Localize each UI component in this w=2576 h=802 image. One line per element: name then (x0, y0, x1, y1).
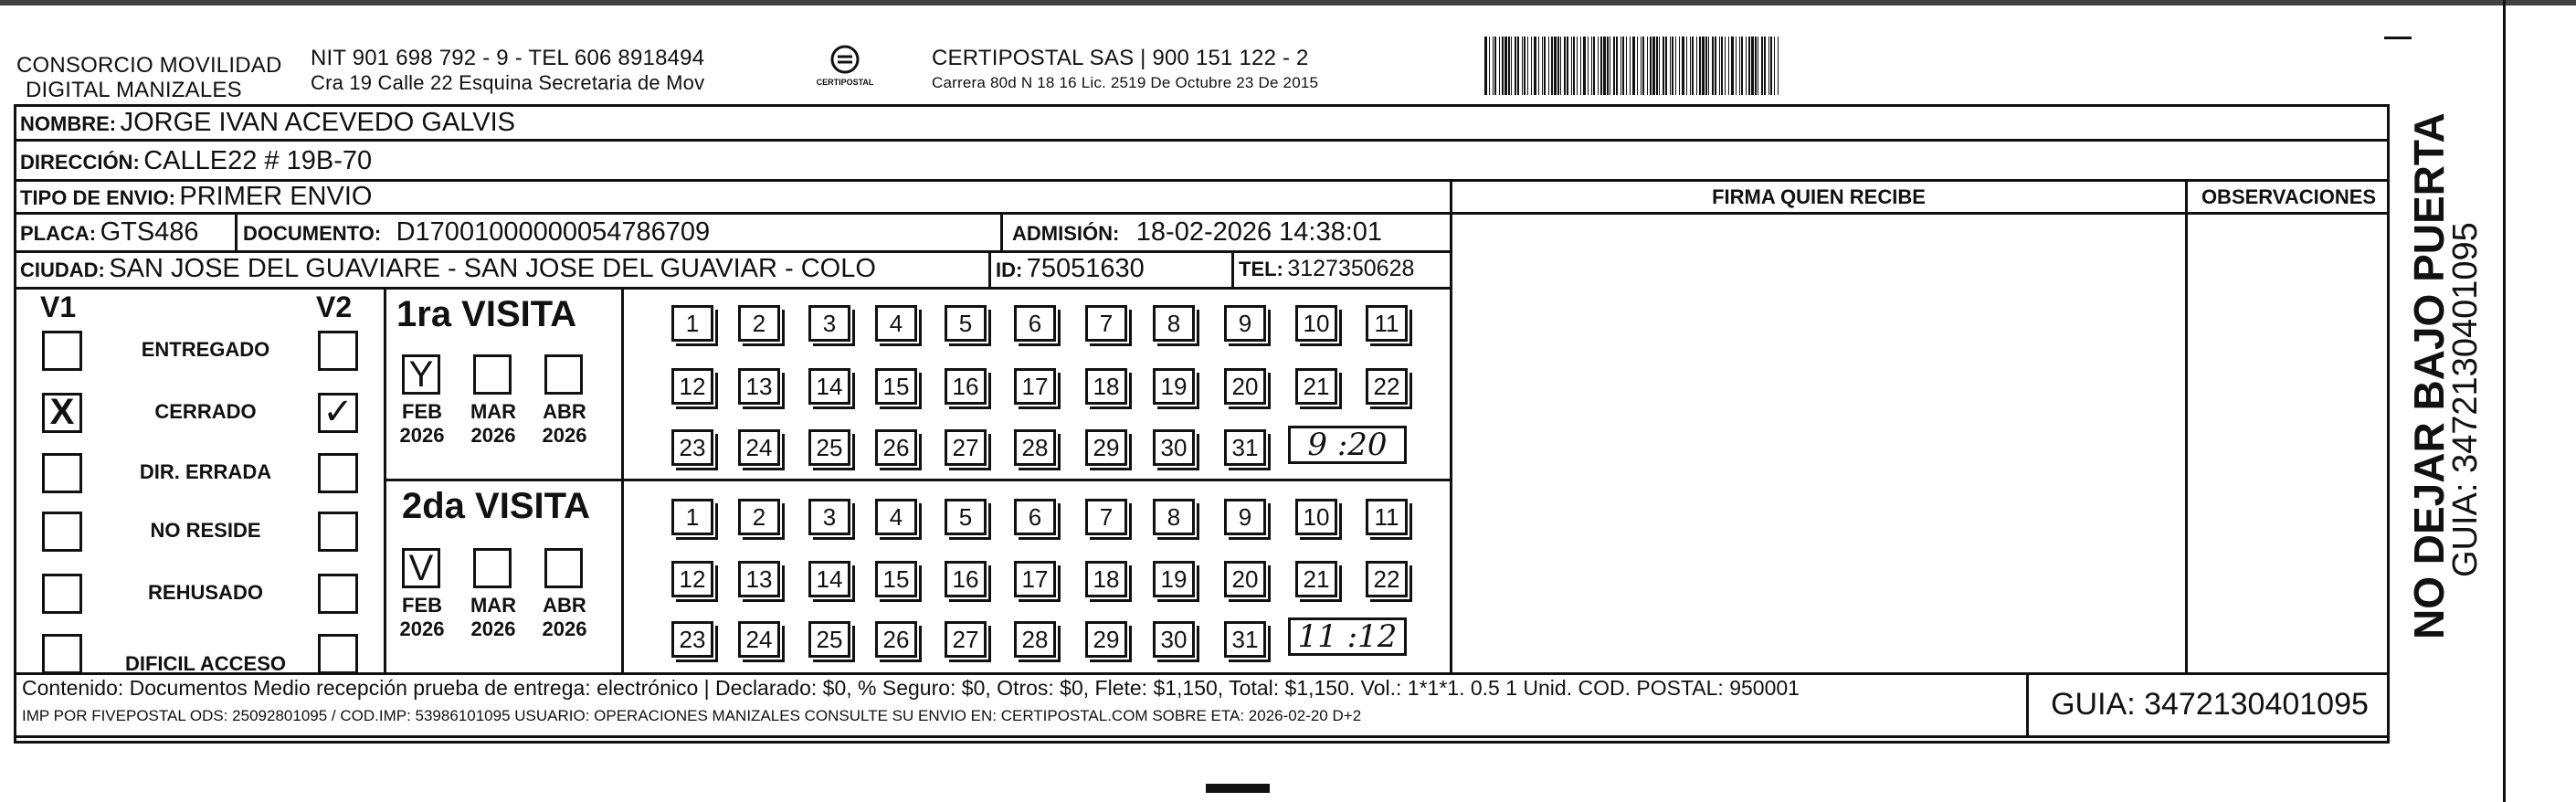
status-label: REHUSADO (148, 581, 263, 604)
tipo-value: PRIMER ENVIO (179, 182, 373, 211)
v1-checkbox[interactable] (42, 574, 82, 614)
year-label: 2026 (470, 424, 516, 447)
rule-nombre (14, 139, 2390, 142)
tipo-label: TIPO DE ENVIO: (20, 186, 175, 209)
second-visit-time[interactable]: 11 :12 (1288, 617, 1407, 656)
placa-label: PLACA: (20, 222, 97, 245)
first-visit-day-cell[interactable]: 4 (875, 305, 917, 342)
v2-checkbox[interactable]: ✓ (318, 393, 358, 433)
second-visit-day-cell[interactable]: 17 (1014, 561, 1056, 597)
documento-row (243, 217, 710, 248)
first-visit-day-cell[interactable]: 12 (671, 368, 713, 405)
second-visit-day-cell[interactable]: 29 (1085, 621, 1127, 658)
rule-obs-left (2185, 179, 2188, 672)
status-label: DIR. ERRADA (139, 460, 272, 483)
v1-header: V1 (40, 290, 77, 323)
v1-checkbox[interactable] (42, 634, 82, 674)
second-visit-day-cell[interactable]: 9 (1224, 499, 1266, 535)
nit-line: NIT 901 698 792 - 9 - TEL 606 8918494 (311, 46, 705, 70)
rule-firma-header (1450, 212, 2390, 215)
second-visit-day-cell[interactable]: 14 (808, 561, 850, 597)
v1-checkbox[interactable] (42, 453, 82, 493)
scan-edge (0, 0, 2576, 5)
year-label: 2026 (542, 424, 587, 447)
second-visit-day-cell[interactable]: 20 (1224, 561, 1266, 597)
status-label: ENTREGADO (141, 338, 270, 361)
first-visit-day-cell[interactable]: 17 (1014, 368, 1056, 405)
second-visit-day-cell[interactable]: 18 (1085, 561, 1127, 597)
scan-edge-right (2503, 0, 2506, 802)
status-label: NO RESIDE (150, 519, 261, 542)
first-visit-day-cell[interactable]: 24 (738, 429, 780, 466)
address-line: Cra 19 Calle 22 Esquina Secretaria de Mov (311, 71, 705, 94)
courier-info (932, 46, 1318, 95)
second-visit-day-cell[interactable]: 1 (671, 499, 713, 535)
v2-checkbox[interactable] (318, 634, 358, 674)
second-visit-day-cell[interactable]: 3 (808, 499, 850, 535)
second-visit-day-cell[interactable]: 19 (1153, 561, 1195, 597)
month-checkbox[interactable] (473, 354, 512, 395)
month-checkbox[interactable] (473, 548, 512, 588)
first-visit-day-cell[interactable]: 20 (1224, 368, 1266, 405)
side-guia: GUIA: 3472130401095 (2446, 222, 2485, 577)
year-label: 2026 (399, 424, 445, 447)
scan-speck (1206, 784, 1270, 793)
rule-footer (14, 672, 2390, 675)
rule-id-tel (1231, 250, 1234, 287)
footer-guia: GUIA: 3472130401095 (2051, 687, 2369, 722)
first-visit-day-cell[interactable]: 2 (738, 305, 780, 342)
rule-footer-guia (2026, 672, 2029, 738)
tipo-row (20, 182, 372, 212)
second-visit-day-cell[interactable]: 26 (875, 621, 917, 658)
second-visit-day-cell[interactable]: 8 (1153, 499, 1195, 535)
footer-imp: IMP POR FIVEPOSTAL ODS: 25092801095 / COD.IMP: 53986101095 USUARIO: OPERACIONES MANIZALES CONSULTE SU ENVIO EN: CERTIPOSTAL.COM SOBRE ETA: 2026-02-20 D+2 (22, 707, 1362, 724)
first-visit-day-cell[interactable]: 31 (1224, 429, 1266, 466)
second-visit-label: 2da VISITA (402, 486, 590, 526)
second-visit-day-cell[interactable]: 27 (945, 621, 987, 658)
id-label: ID: (996, 259, 1023, 281)
direccion-row (20, 146, 372, 176)
ciudad-row (20, 254, 876, 284)
second-visit-day-cell[interactable]: 23 (671, 621, 713, 658)
second-visit-day-cell[interactable]: 12 (671, 561, 713, 597)
placa-row (20, 217, 199, 248)
month-label: MAR (470, 400, 517, 423)
v1-checkbox[interactable] (42, 331, 82, 371)
observaciones-area[interactable] (2190, 217, 2387, 669)
first-visit-day-cell[interactable]: 28 (1014, 429, 1056, 466)
courier-line2: Carrera 80d N 18 16 Lic. 2519 De Octubre 23 De 2015 (932, 74, 1319, 91)
direccion-value: CALLE22 # 19B-70 (143, 146, 373, 175)
v2-header: V2 (316, 290, 353, 323)
first-visit-day-cell[interactable]: 21 (1295, 368, 1337, 405)
second-visit-day-cell[interactable]: 10 (1295, 499, 1337, 535)
id-row (996, 254, 1145, 284)
v1-checkbox[interactable] (42, 512, 82, 552)
rule-ciudad (14, 287, 1450, 290)
company-line2: DIGITAL MANIZALES (26, 78, 242, 102)
first-visit-day-cell[interactable]: 19 (1153, 368, 1195, 405)
first-visit-day-cell[interactable]: 16 (945, 368, 987, 405)
footer-contenido: Contenido: Documentos Medio recepción prueba de entrega: electrónico | Declarado: $0, % Seguro: $0, Otros: $0, Flete: $1,150, Total: $1,150. Vol.: 1*1*1. 0.5 1 Unid. COD. POSTAL: 950001 (22, 676, 1800, 700)
nombre-value: JORGE IVAN ACEVEDO GALVIS (120, 108, 515, 137)
month-checkbox[interactable]: Y (402, 354, 440, 395)
month-label: FEB (402, 594, 442, 617)
second-visit-day-cell[interactable]: 5 (945, 499, 987, 535)
second-visit-day-cell[interactable]: 16 (945, 561, 987, 597)
company-name (16, 53, 282, 102)
status-label: CERRADO (154, 400, 257, 423)
rule-placa (14, 250, 1450, 253)
rule-visit-split (384, 479, 1450, 481)
first-visit-day-cell[interactable]: 30 (1153, 429, 1195, 466)
first-visit-day-cell[interactable]: 11 (1366, 305, 1408, 342)
second-visit-day-cell[interactable]: 4 (875, 499, 917, 535)
scan-speck (2384, 37, 2412, 39)
status-label: DIFICIL ACCESO (124, 652, 286, 675)
second-visit-day-cell[interactable]: 30 (1153, 621, 1195, 658)
id-value: 75051630 (1026, 254, 1145, 283)
second-visit-day-cell[interactable]: 31 (1224, 621, 1266, 658)
month-checkbox[interactable] (544, 548, 583, 588)
second-visit-day-cell[interactable]: 22 (1366, 561, 1408, 597)
first-visit-day-cell[interactable]: 9 (1224, 305, 1266, 342)
v2-checkbox[interactable] (318, 331, 358, 371)
first-visit-day-cell[interactable]: 8 (1153, 305, 1195, 342)
first-visit-day-cell[interactable]: 1 (671, 305, 713, 342)
first-visit-day-cell[interactable]: 22 (1366, 368, 1408, 405)
first-visit-day-cell[interactable]: 26 (875, 429, 917, 466)
second-visit-day-cell[interactable]: 15 (875, 561, 917, 597)
logo-icon (827, 44, 863, 75)
year-label: 2026 (470, 617, 516, 640)
side-warning: NO DEJAR BAJO PUERTA (2405, 112, 2453, 639)
rule-firma-left (1450, 179, 1452, 672)
company-line1: CONSORCIO MOVILIDAD (16, 53, 282, 78)
documento-value: D17001000000054786709 (396, 217, 711, 247)
admision-label: ADMISIÓN: (1012, 222, 1120, 245)
logo-text: CERTIPOSTAL (816, 78, 874, 87)
first-visit-day-cell[interactable]: 27 (945, 429, 987, 466)
second-visit-day-cell[interactable]: 7 (1085, 499, 1127, 535)
second-visit-day-cell[interactable]: 25 (808, 621, 850, 658)
barcode (1484, 37, 2211, 95)
month-label: MAR (470, 594, 517, 617)
direccion-label: DIRECCIÓN: (20, 151, 140, 174)
documento-label: DOCUMENTO: (243, 222, 382, 245)
firma-area[interactable] (1454, 217, 2181, 669)
first-visit-day-cell[interactable]: 6 (1014, 305, 1056, 342)
courier-line1: CERTIPOSTAL SAS | 900 151 122 - 2 (932, 46, 1309, 70)
second-visit-day-cell[interactable]: 21 (1295, 561, 1337, 597)
first-visit-day-cell[interactable]: 14 (808, 368, 850, 405)
first-visit-day-cell[interactable]: 23 (671, 429, 713, 466)
first-visit-day-cell[interactable]: 25 (808, 429, 850, 466)
second-visit-day-cell[interactable]: 11 (1366, 499, 1408, 535)
second-visit-day-cell[interactable]: 13 (738, 561, 780, 597)
year-label: 2026 (399, 617, 445, 640)
year-label: 2026 (542, 617, 587, 640)
month-checkbox[interactable] (544, 354, 583, 395)
certipostal-logo (808, 44, 882, 87)
v2-checkbox[interactable] (318, 453, 358, 493)
month-label: FEB (402, 400, 442, 423)
ciudad-value: SAN JOSE DEL GUAVIARE - SAN JOSE DEL GUAVIAR - COLO (109, 254, 876, 283)
rule-tipo (14, 212, 1450, 215)
first-visit-label: 1ra VISITA (396, 294, 577, 334)
first-visit-day-cell[interactable]: 10 (1295, 305, 1337, 342)
observaciones-header: OBSERVACIONES (2201, 185, 2377, 208)
first-visit-day-cell[interactable]: 13 (738, 368, 780, 405)
month-checkbox[interactable]: V (402, 548, 440, 588)
v2-checkbox[interactable] (318, 512, 358, 552)
admision-value: 18-02-2026 14:38:01 (1135, 217, 1383, 247)
month-label: ABR (543, 594, 586, 617)
first-visit-day-cell[interactable]: 3 (808, 305, 850, 342)
tel-value: 3127350628 (1287, 256, 1415, 281)
barcode-bar (1779, 37, 1780, 95)
nombre-row (20, 108, 515, 138)
placa-value: GTS486 (100, 217, 199, 247)
first-visit-day-cell[interactable]: 5 (945, 305, 987, 342)
nombre-label: NOMBRE: (20, 112, 117, 135)
first-visit-day-cell[interactable]: 15 (875, 368, 917, 405)
first-visit-day-cell[interactable]: 18 (1085, 368, 1127, 405)
firma-header: FIRMA QUIEN RECIBE (1712, 185, 1926, 208)
first-visit-time[interactable]: 9 :20 (1288, 426, 1407, 464)
rule-doc-adm (1000, 212, 1003, 250)
second-visit-day-cell[interactable]: 2 (738, 499, 780, 535)
v2-checkbox[interactable] (318, 574, 358, 614)
rule-ciudad-id (988, 250, 991, 287)
tel-label: TEL: (1239, 258, 1283, 280)
second-visit-day-cell[interactable]: 24 (738, 621, 780, 658)
company-info (311, 46, 704, 95)
first-visit-day-cell[interactable]: 29 (1085, 429, 1127, 466)
v1-checkbox[interactable]: X (42, 393, 82, 433)
ciudad-label: CIUDAD: (20, 259, 105, 281)
tel-row (1239, 256, 1414, 282)
second-visit-day-cell[interactable]: 6 (1014, 499, 1056, 535)
rule-placa-doc (235, 212, 238, 250)
second-visit-day-cell[interactable]: 28 (1014, 621, 1056, 658)
first-visit-day-cell[interactable]: 7 (1085, 305, 1127, 342)
admision-row (1012, 217, 1382, 248)
month-label: ABR (543, 400, 586, 423)
